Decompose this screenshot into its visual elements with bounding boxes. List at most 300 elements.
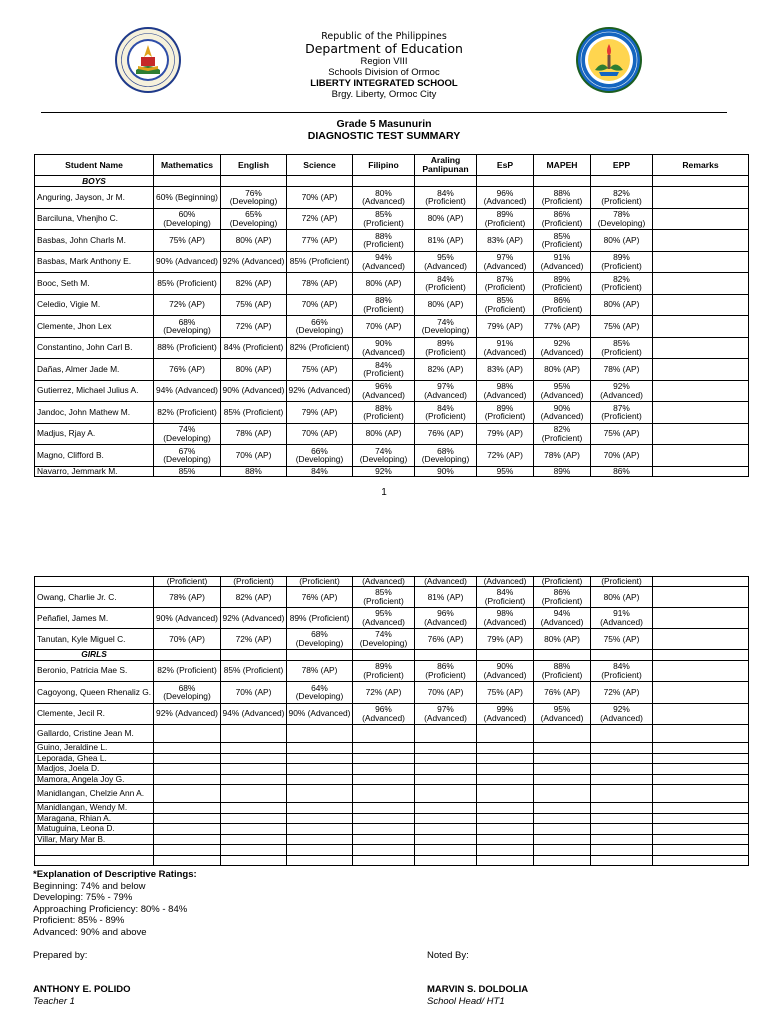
student-name-cell: Owang, Charlie Jr. C. — [35, 587, 154, 608]
score-cell: 94% (Advanced) — [534, 608, 591, 629]
score-cell: 90% (Advanced) — [221, 380, 287, 402]
score-cell: 95% (Advanced) — [415, 251, 477, 273]
remarks-cell — [653, 359, 749, 381]
empty-cell — [415, 650, 477, 661]
score-cell — [287, 753, 353, 764]
score-cell: 84% (Proficient) — [415, 273, 477, 295]
remarks-cell — [653, 337, 749, 359]
score-cell: 66% (Developing) — [287, 445, 353, 467]
score-cell: 80% (AP) — [534, 629, 591, 650]
score-cell — [415, 803, 477, 814]
score-cell — [534, 845, 591, 856]
score-cell: 80% (AP) — [353, 273, 415, 295]
legend-item: Approaching Proficiency: 80% - 84% — [33, 903, 188, 915]
score-cell — [221, 725, 287, 743]
table-row — [35, 660, 749, 682]
header-esp: EsP — [477, 155, 534, 176]
score-cell — [415, 845, 477, 856]
score-cell — [591, 774, 653, 785]
table-row — [35, 834, 749, 845]
score-cell — [591, 725, 653, 743]
score-cell: 78% (AP) — [154, 587, 221, 608]
table-row — [35, 774, 749, 785]
score-cell: 70% (AP) — [221, 445, 287, 467]
empty-cell — [653, 650, 749, 661]
score-cell: 89% (Proficient) — [477, 402, 534, 424]
score-cell — [287, 785, 353, 803]
table-body-page2 — [35, 577, 749, 866]
score-cell: 83% (AP) — [477, 230, 534, 252]
score-cell: 77% (AP) — [534, 316, 591, 338]
score-cell: 92% — [353, 466, 415, 476]
remarks-cell — [653, 423, 749, 445]
score-cell: 70% (AP) — [287, 187, 353, 209]
score-cell — [415, 824, 477, 835]
student-name-cell: Dañas, Almer Jade M. — [35, 359, 154, 381]
score-cell: 84% (Proficient) — [415, 187, 477, 209]
score-cell — [477, 753, 534, 764]
remarks-cell — [653, 764, 749, 775]
score-cell: 79% (AP) — [477, 423, 534, 445]
table-row — [35, 402, 749, 424]
table-row — [35, 608, 749, 629]
student-name-cell: Barciluna, Vhenjho C. — [35, 208, 154, 230]
table-row — [35, 316, 749, 338]
score-cell: 78% (AP) — [534, 445, 591, 467]
student-name-cell: Booc, Seth M. — [35, 273, 154, 295]
score-cell: 75% (AP) — [591, 316, 653, 338]
score-cell: 86% (Proficient) — [415, 660, 477, 682]
score-cell: 72% (AP) — [477, 445, 534, 467]
score-cell: 74% (Developing) — [415, 316, 477, 338]
remarks-cell — [653, 834, 749, 845]
score-cell: 78% (AP) — [221, 423, 287, 445]
empty-cell — [221, 650, 287, 661]
table-row — [35, 743, 749, 754]
score-cell: 98% (Advanced) — [477, 380, 534, 402]
remarks-cell — [653, 402, 749, 424]
student-name-cell: Clemente, Jecil R. — [35, 703, 154, 725]
score-cell: 85% (Proficient) — [221, 402, 287, 424]
remarks-cell — [653, 230, 749, 252]
student-name-cell: Villar, Mary Mar B. — [35, 834, 154, 845]
score-cell — [534, 834, 591, 845]
score-cell: 99% (Advanced) — [477, 703, 534, 725]
score-cell — [353, 753, 415, 764]
score-cell: 88% (Proficient) — [353, 294, 415, 316]
student-name-cell: Basbas, Mark Anthony E. — [35, 251, 154, 273]
score-cell — [221, 824, 287, 835]
score-cell — [353, 813, 415, 824]
department-line: Department of Education — [305, 41, 463, 56]
score-cell: 84% (Proficient) — [415, 402, 477, 424]
score-cell — [353, 834, 415, 845]
remarks-cell — [653, 743, 749, 754]
score-cell: 85% (Proficient) — [534, 230, 591, 252]
score-cell: 86% — [591, 466, 653, 476]
score-cell: 92% (Advanced) — [221, 251, 287, 273]
empty-cell — [653, 176, 749, 187]
score-cell: (Proficient) — [287, 577, 353, 587]
score-cell: 72% (AP) — [287, 208, 353, 230]
score-cell — [287, 764, 353, 775]
score-cell: 75% (AP) — [591, 629, 653, 650]
remarks-cell — [653, 294, 749, 316]
score-cell: 80% (AP) — [353, 423, 415, 445]
score-cell: 70% (AP) — [415, 682, 477, 704]
score-cell — [221, 743, 287, 754]
student-name-cell: Cagoyong, Queen Rhenaliz G. — [35, 682, 154, 704]
score-cell: 80% (AP) — [415, 294, 477, 316]
table-row — [35, 208, 749, 230]
score-cell: 82% (AP) — [221, 587, 287, 608]
score-cell — [591, 845, 653, 856]
score-cell — [353, 725, 415, 743]
score-cell: 88% (Proficient) — [154, 337, 221, 359]
preparer-name: ANTHONY E. POLIDO — [33, 984, 131, 995]
score-cell: 80% (AP) — [591, 230, 653, 252]
student-name-cell: Constantino, John Carl B. — [35, 337, 154, 359]
score-cell — [415, 743, 477, 754]
score-cell — [154, 855, 221, 866]
score-cell — [534, 824, 591, 835]
score-cell: 80% (AP) — [221, 359, 287, 381]
table-row — [35, 813, 749, 824]
table-row — [35, 703, 749, 725]
score-cell: 72% (AP) — [221, 629, 287, 650]
score-cell: 89% (Proficient) — [353, 660, 415, 682]
score-cell: 84% (Proficient) — [591, 660, 653, 682]
score-cell: 70% (AP) — [287, 294, 353, 316]
noted-by-label: Noted By: — [427, 950, 469, 961]
score-cell: 74% (Developing) — [154, 423, 221, 445]
score-cell — [154, 753, 221, 764]
score-cell: 84% (Proficient) — [221, 337, 287, 359]
score-cell — [353, 743, 415, 754]
score-cell: 82% (Proficient) — [591, 273, 653, 295]
remarks-cell — [653, 608, 749, 629]
score-cell — [477, 824, 534, 835]
score-cell — [154, 764, 221, 775]
score-cell — [221, 803, 287, 814]
score-cell: 75% (AP) — [287, 359, 353, 381]
table-row — [35, 753, 749, 764]
table-row — [35, 577, 749, 587]
score-cell — [221, 785, 287, 803]
score-cell — [353, 855, 415, 866]
score-cell: 86% (Proficient) — [534, 587, 591, 608]
score-cell: 92% (Advanced) — [154, 703, 221, 725]
remarks-cell — [653, 577, 749, 587]
table-row — [35, 423, 749, 445]
score-cell: 94% (Advanced) — [353, 251, 415, 273]
score-cell: 75% (AP) — [591, 423, 653, 445]
score-cell: (Proficient) — [154, 577, 221, 587]
header-student-name: Student Name — [35, 155, 154, 176]
rating-legend — [33, 869, 197, 938]
score-cell — [477, 774, 534, 785]
student-name-cell: Clemente, Jhon Lex — [35, 316, 154, 338]
score-cell — [477, 785, 534, 803]
score-cell: 90% (Advanced) — [154, 251, 221, 273]
table-row — [35, 587, 749, 608]
header-science: Science — [287, 155, 353, 176]
score-cell: 88% (Proficient) — [353, 230, 415, 252]
student-name-cell: Basbas, John Charls M. — [35, 230, 154, 252]
report-title: DIAGNOSTIC TEST SUMMARY — [307, 130, 461, 142]
score-cell: 85% (Proficient) — [287, 251, 353, 273]
score-cell: 88% — [221, 466, 287, 476]
score-cell — [534, 785, 591, 803]
score-cell — [353, 803, 415, 814]
score-cell — [154, 743, 221, 754]
empty-cell — [353, 650, 415, 661]
score-cell: 84% (Proficient) — [477, 587, 534, 608]
score-cell: 82% (AP) — [221, 273, 287, 295]
score-cell: 96% (Advanced) — [353, 703, 415, 725]
score-cell: 78% (AP) — [287, 660, 353, 682]
table-row — [35, 230, 749, 252]
score-cell — [477, 743, 534, 754]
student-name-cell: Leporada, Ghea L. — [35, 753, 154, 764]
student-name-cell: Beronio, Patricia Mae S. — [35, 660, 154, 682]
remarks-cell — [653, 845, 749, 856]
score-cell: 88% (Proficient) — [353, 402, 415, 424]
remarks-cell — [653, 251, 749, 273]
table-row — [35, 855, 749, 866]
score-cell — [353, 774, 415, 785]
empty-cell — [221, 176, 287, 187]
table-row — [35, 764, 749, 775]
score-cell: 70% (AP) — [221, 682, 287, 704]
score-cell — [287, 824, 353, 835]
score-cell: 68% (Developing) — [287, 629, 353, 650]
summary-table-page1 — [34, 154, 749, 477]
score-cell: 97% (Advanced) — [415, 703, 477, 725]
score-cell: 68% (Developing) — [415, 445, 477, 467]
score-cell — [591, 824, 653, 835]
score-cell: 76% (AP) — [415, 629, 477, 650]
table-row — [35, 337, 749, 359]
score-cell: 95% — [477, 466, 534, 476]
remarks-cell — [653, 587, 749, 608]
score-cell: 67% (Developing) — [154, 445, 221, 467]
score-cell: 82% (Proficient) — [154, 402, 221, 424]
score-cell: 90% (Advanced) — [477, 660, 534, 682]
score-cell: 80% (AP) — [221, 230, 287, 252]
score-cell — [353, 824, 415, 835]
empty-cell — [591, 650, 653, 661]
remarks-cell — [653, 660, 749, 682]
school-name: LIBERTY INTEGRATED SCHOOL — [310, 78, 458, 89]
empty-cell — [287, 650, 353, 661]
student-name-cell: Manidlangan, Wendy M. — [35, 803, 154, 814]
score-cell: 90% (Advanced) — [154, 608, 221, 629]
table-row — [35, 294, 749, 316]
prepared-by-label: Prepared by: — [33, 950, 88, 961]
table-row — [35, 824, 749, 835]
score-cell: 77% (AP) — [287, 230, 353, 252]
student-name-cell: Magno, Clifford B. — [35, 445, 154, 467]
table-row — [35, 466, 749, 476]
remarks-cell — [653, 445, 749, 467]
score-cell: 75% (AP) — [221, 294, 287, 316]
score-cell — [477, 803, 534, 814]
empty-cell — [154, 176, 221, 187]
score-cell — [221, 845, 287, 856]
score-cell: 80% (AP) — [415, 208, 477, 230]
score-cell: 74% (Developing) — [353, 629, 415, 650]
score-cell: 85% (Proficient) — [154, 273, 221, 295]
section-label: BOYS — [35, 176, 154, 187]
division-line: Schools Division of Ormoc — [328, 67, 440, 78]
table-header-row — [35, 155, 749, 176]
header-text-block — [234, 31, 534, 100]
remarks-cell — [653, 316, 749, 338]
score-cell: 72% (AP) — [353, 682, 415, 704]
student-name-cell: Jandoc, John Mathew M. — [35, 402, 154, 424]
score-cell — [154, 725, 221, 743]
student-name-cell: Gutierrez, Michael Julius A. — [35, 380, 154, 402]
remarks-cell — [653, 824, 749, 835]
table-row — [35, 359, 749, 381]
score-cell — [415, 855, 477, 866]
score-cell — [591, 855, 653, 866]
score-cell — [221, 834, 287, 845]
score-cell — [154, 834, 221, 845]
score-cell: 72% (AP) — [221, 316, 287, 338]
score-cell — [534, 725, 591, 743]
remarks-cell — [653, 855, 749, 866]
score-cell: 76% (AP) — [415, 423, 477, 445]
score-cell — [477, 855, 534, 866]
remarks-cell — [653, 813, 749, 824]
score-cell: 70% (AP) — [591, 445, 653, 467]
score-cell — [477, 813, 534, 824]
score-cell: (Proficient) — [591, 577, 653, 587]
table-row — [35, 803, 749, 814]
empty-cell — [287, 176, 353, 187]
score-cell: 96% (Advanced) — [353, 380, 415, 402]
score-cell: (Advanced) — [353, 577, 415, 587]
table-row — [35, 725, 749, 743]
student-name-cell: Anguring, Jayson, Jr M. — [35, 187, 154, 209]
score-cell: 92% (Advanced) — [287, 380, 353, 402]
table-row — [35, 445, 749, 467]
score-cell: 60% (Developing) — [154, 208, 221, 230]
summary-table-page2 — [34, 576, 749, 866]
score-cell: 76% (AP) — [287, 587, 353, 608]
score-cell — [415, 834, 477, 845]
score-cell: 72% (AP) — [591, 682, 653, 704]
score-cell — [534, 753, 591, 764]
score-cell: 92% (Advanced) — [221, 608, 287, 629]
score-cell: 89% (Proficient) — [534, 273, 591, 295]
header-epp: EPP — [591, 155, 653, 176]
score-cell: 82% (AP) — [415, 359, 477, 381]
table-row — [35, 187, 749, 209]
score-cell: 89% (Proficient) — [591, 251, 653, 273]
score-cell: 75% (AP) — [477, 682, 534, 704]
score-cell — [287, 725, 353, 743]
score-cell: 78% (AP) — [287, 273, 353, 295]
score-cell — [534, 855, 591, 866]
score-cell — [287, 845, 353, 856]
student-name-cell: Guino, Jeraldine L. — [35, 743, 154, 754]
remarks-cell — [653, 753, 749, 764]
score-cell: 74% (Developing) — [353, 445, 415, 467]
score-cell — [415, 753, 477, 764]
score-cell: 90% (Advanced) — [353, 337, 415, 359]
score-cell: 78% (AP) — [591, 359, 653, 381]
score-cell: 92% (Advanced) — [591, 703, 653, 725]
score-cell: 81% (AP) — [415, 230, 477, 252]
score-cell: 95% (Advanced) — [534, 703, 591, 725]
score-cell: 96% (Advanced) — [415, 608, 477, 629]
score-cell — [221, 753, 287, 764]
remarks-cell — [653, 682, 749, 704]
score-cell: 91% (Advanced) — [477, 337, 534, 359]
score-cell — [353, 764, 415, 775]
score-cell: 64% (Developing) — [287, 682, 353, 704]
empty-cell — [154, 650, 221, 661]
score-cell: 85% (Proficient) — [591, 337, 653, 359]
score-cell: 97% (Advanced) — [477, 251, 534, 273]
score-cell: 88% (Proficient) — [534, 660, 591, 682]
score-cell — [534, 803, 591, 814]
score-cell: 79% (AP) — [477, 629, 534, 650]
score-cell — [154, 785, 221, 803]
remarks-cell — [653, 785, 749, 803]
score-cell: 84% (Proficient) — [353, 359, 415, 381]
school-address: Brgy. Liberty, Ormoc City — [331, 89, 437, 100]
document-header — [0, 24, 768, 116]
score-cell — [534, 764, 591, 775]
score-cell — [534, 743, 591, 754]
score-cell: 80% (Advanced) — [353, 187, 415, 209]
score-cell — [221, 774, 287, 785]
score-cell: 79% (AP) — [477, 316, 534, 338]
score-cell: 76% (AP) — [534, 682, 591, 704]
score-cell: 85% — [154, 466, 221, 476]
score-cell: 89% — [534, 466, 591, 476]
score-cell — [477, 834, 534, 845]
score-cell: 82% (Proficient) — [591, 187, 653, 209]
student-name-cell — [35, 855, 154, 866]
score-cell — [154, 824, 221, 835]
score-cell: 85% (Proficient) — [477, 294, 534, 316]
score-cell — [415, 764, 477, 775]
score-cell: 91% (Advanced) — [534, 251, 591, 273]
score-cell: 86% (Proficient) — [534, 208, 591, 230]
score-cell — [154, 803, 221, 814]
remarks-cell — [653, 629, 749, 650]
score-cell — [477, 845, 534, 856]
score-cell: 84% — [287, 466, 353, 476]
region-line: Region VIII — [360, 56, 408, 67]
score-cell: (Proficient) — [534, 577, 591, 587]
score-cell — [287, 834, 353, 845]
score-cell — [415, 813, 477, 824]
header-divider — [41, 112, 727, 113]
table-row — [35, 273, 749, 295]
remarks-cell — [653, 466, 749, 476]
score-cell: 82% (Proficient) — [534, 423, 591, 445]
score-cell: (Advanced) — [415, 577, 477, 587]
score-cell — [154, 813, 221, 824]
score-cell: 70% (AP) — [154, 629, 221, 650]
score-cell — [477, 725, 534, 743]
